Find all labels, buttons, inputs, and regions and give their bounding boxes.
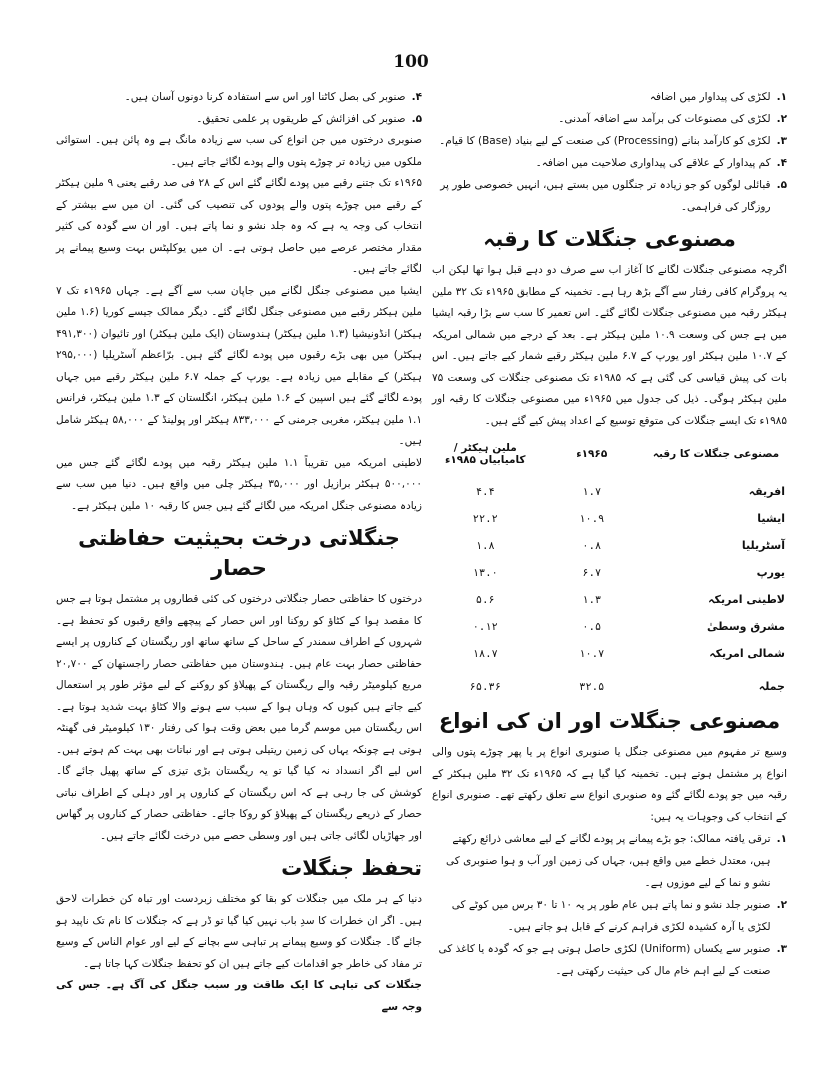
left-column	[56, 86, 422, 1018]
list-item: ۱. لکڑی کی پیداوار میں اضافہ	[649, 91, 787, 103]
list-item: ۱. ترقی یافتہ ممالک: جو بڑے پیمانے پر پودے لگانے کے لیے معاشی ذرائع رکھتے ہیں، معتدل خطے میں واقع ہیں، جہاں کی زمین اور آب و ہوا صنوبری کی نشو و نما کے لیے موزوں ہے۔	[446, 833, 787, 889]
section-heading-area: مصنوعی جنگلات کا رقبہ	[483, 227, 736, 251]
section-heading-forest-protection: تحفظ جنگلات	[281, 856, 422, 880]
reasons-list	[432, 828, 787, 982]
section-heading-shelterbelt: جنگلاتی درخت بحیثیت حفاظتی حصار	[78, 526, 400, 580]
list-item: ۲. لکڑی کی مصنوعات کی برآمد سے اضافہ آمدنی۔	[558, 113, 787, 125]
continued-list	[56, 86, 422, 130]
table-header: ۱۹۶۵ء	[576, 448, 608, 460]
paragraph: ایشیا میں مصنوعی جنگل لگانے میں جاپان سب سے آگے ہے۔ جہاں ۱۹۶۵ء تک ۷ ملین ہیکٹر رقبے میں مصنوعی جنگل لگائے گئے۔ دیگر ممالک جیسے کوریا (۱.۶ ملین ہیکٹر) انڈونیشیا (۱.۳ ملین ہیکٹر) ہندوستان (ایک ملین ہیکٹر) اور تائیوان (۴۹۱,۳۰۰ ہیکٹر) میں بھی بڑے رقبوں میں پودے لگائے گئے ہیں۔ برّاعظم آسٹریلیا (۲۹۵,۰۰۰ ہیکٹر) کے مقابلے میں زیادہ ہے۔ یورپ کے جملہ ۶.۷ ملین ہیکٹر رقبے میں جہاں پودے لگائے گئے ہیں اسپین کے ۱.۶ ملین ہیکٹر، انگلستان کے ۱.۳ ملین ہیکٹر، فرانس ۱.۱ ملین ہیکٹر، مغربی جرمنی کے ۸۳۳,۰۰۰ ہیکٹر اور پولینڈ کے ۵۸,۰۰۰ ہیکٹر شامل ہیں۔	[56, 284, 423, 447]
table-header: ملین ہیکٹر / کامیابیاں ۱۹۸۵ء	[444, 442, 526, 466]
list-item: ۵. صنوبر کی افزائش کے طریقوں پر علمی تحقیق۔	[196, 113, 422, 125]
table-row: شمالی امریکہ ۱۰.۷ ۱۸.۷	[472, 647, 785, 660]
list-item: ۳. صنوبر سے یکساں (Uniform) لکڑی حاصل ہوتی ہے جو کہ گودہ یا کاغذ کی صنعت کے لیے اہم خام مال کی حیثیت رکھتی ہے۔	[438, 943, 787, 977]
list-item: ۵. قبائلی لوگوں کو جو زیادہ تر جنگلوں میں بستے ہیں، انہیں خصوصی طور پر روزگار کی فراہمی۔	[440, 179, 787, 213]
objectives-list	[432, 86, 787, 218]
area-table	[432, 438, 787, 700]
paragraph: لاطینی امریکہ میں تقریباً ۱.۱ ملین ہیکٹر رقبہ میں پودے لگائے گئے جس میں ۵۰۰,۰۰۰ ہیکٹر برازیل اور ۳۵,۰۰۰ ہیکٹر چلی میں واقع ہیں۔ دنیا میں سب سے زیادہ مصنوعی جنگل امریکہ میں لگائے گئے ہیں جس کا رقبہ ۱۰ ملین ہیکٹر ہے۔	[56, 456, 422, 512]
table-row: لاطینی امریکہ ۱.۳ ۵.۶	[475, 593, 785, 606]
table-row: ایشیا ۱۰.۹ ۲۲.۲	[472, 512, 785, 525]
paragraph-forest-protection: دنیا کے ہر ملک میں جنگلات کو بقا کو مختلف زبردست اور تباہ کن خطرات لاحق ہیں۔ اگر ان خطرات کا سدِ باب نہیں کیا گیا تو ڈر ہے کہ جنگلات کا نام تک ناپید ہو جائے گا۔ جنگلات کو وسیع پیمانے پر تباہی سے بچانے کے لیے اور عوام الناس کے وسیع تر مفاد کی خاطر جو اقدامات کیے جاتے ہیں ان کو تحفظ جنگلات کہا جاتا ہے۔	[56, 893, 422, 970]
table-row: آسٹریلیا ۰.۸ ۱.۸	[475, 539, 785, 552]
paragraph: صنوبری درختوں میں جن انواع کی سب سے زیادہ مانگ ہے وہ پائن ہیں۔ استوائی ملکوں میں زیادہ تر چوڑے پتوں والے پودے لگائے جاتے ہیں۔	[56, 134, 422, 168]
table-row: افریقہ ۱.۷ ۴.۴	[475, 485, 785, 498]
right-column	[432, 86, 787, 982]
paragraph-types: وسیع تر مفہوم میں مصنوعی جنگل یا صنوبری انواع پر یا پھر چوڑے پتوں والی انواع پر مشتمل ہوتے ہیں۔ تخمینہ کیا گیا ہے کہ ۱۹۶۵ء تک ۳۲ ملین ہیکٹر کے رقبہ میں جو پودے لگائے گئے وہ صنوبری انواع سے تعلق رکھتے تھے۔ صنوبری انواع کے انتخاب کی وجوہات یہ ہیں:	[432, 746, 787, 823]
paragraph-area: اگرچہ مصنوعی جنگلات لگانے کا آغاز اب سے صرف دو دہے قبل ہوا تھا لیکن اب یہ پروگرام کافی رفتار سے آگے بڑھ رہا ہے۔ تخمینہ کے مطابق ۱۹۶۵ء تک ۳۲ ملین ہیکٹر رقبہ میں مصنوعی جنگلات لگائے گئے۔ اس تعمیر کا سب سے بڑا رقبہ ایشیا میں ہے جس کی وسعت ۱۰.۹ ملین ہیکٹر ہے۔ بعد کے درجے میں شمالی امریکہ کے ۱۰.۷ ملین ہیکٹر اور یورپ کے ۶.۷ ملین ہیکٹر رقبے شمار کیے جاتے ہیں۔ اس بات کی پیش قیاسی کی گئی ہے کہ ۱۹۸۵ء تک مصنوعی جنگلات کی وسعت ۷۵ ملین ہیکٹر ہوگی۔ ذیل کی جدول میں ۱۹۶۵ء میں مصنوعی جنگلات کا رقبہ اور ۱۹۸۵ء تک ایسے جنگلات کی متوقع توسیع کے اعداد پیش کیے گئے ہیں۔	[432, 264, 788, 427]
table-total-row: جملہ ۳۲.۵ ۶۵.۳۶	[469, 680, 785, 693]
paragraph-last: جنگلات کی تباہی کا ایک طاقت ور سبب جنگل کی آگ ہے۔ جس کی وجہ سے	[56, 979, 422, 1013]
table-row: یورپ ۶.۷ ۱۳.۰	[472, 566, 785, 579]
list-item: ۲. صنوبر جلد نشو و نما پاتے ہیں عام طور پر یہ ۱۰ تا ۳۰ برس میں کوٹے کی لکڑی یا آرہ کشیدہ لکڑی فراہم کرنے کے قابل ہو جاتے ہیں۔	[451, 899, 787, 933]
table-row: مشرق وسطیٰ ۰.۵ ۰.۱۲	[472, 620, 785, 633]
list-item: ۴. کم پیداوار کے علاقے کی پیداواری صلاحیت میں اضافہ۔	[535, 157, 787, 169]
table-header: مصنوعی جنگلات کا رقبہ	[652, 448, 780, 460]
table-header-row	[432, 438, 787, 478]
paragraph: ۱۹۶۵ء تک جتنے رقبے میں پودے لگائے گئے اس کے ۲۸ فی صد رقبے یعنی ۹ ملین ہیکٹر کے رقبے میں چوڑے پتوں والے پودوں کی تنصیب کی گئی۔ ان میں سے بیشتر کے انتخاب کی وجہ یہ ہے کہ وہ جلد نشو و نما پاتے ہیں۔ اور ان سے گودہ کی کثیر مقدار مختصر عرصے میں حاصل ہوتی ہے۔ ان میں یوکلپٹس بہت وسیع پیمانے پر لگائے جاتے ہیں۔	[56, 177, 422, 275]
paragraph-shelterbelt: درختوں کا حفاظتی حصار جنگلاتی درختوں کی کئی قطاروں پر مشتمل ہوتا ہے جس کا مقصد ہوا کے کٹاؤ کو روکنا اور اس حصار کے پیچھے واقع رقبوں کو تحفظ ہے۔ شہروں کے اطراف سمندر کے ساحل کے ساتھ ساتھ اور ریگستان کے کناروں پر ایسے حفاظتی حصار بہت عام ہیں۔ ہندوستان میں حفاظتی حصار راجستھان کے ۲۰,۷۰۰ مربع کیلومیٹر رقبہ والے ریگستان کے پھیلاؤ کو روکنے کے لیے مؤثر طور پر استعمال کیے جاتے ہیں کیوں کہ وہاں ہوا کے سبب سے ہونے والا کٹاؤ بہت شدید ہوتا ہے۔ اس ریگستان میں موسم گرما میں بعض وقت ہوا کی رفتار ۱۳۰ کیلومیٹر فی گھنٹہ ہوتی ہے چونکہ یہاں کی زمین ریتیلی ہوتی ہے اور نباتات بھی بہت کم ہوتے ہیں۔ اس لیے اگر انسداد نہ کیا گیا تو یہ ریگستان بڑی تیزی کے ساتھ پھیل جائے گا۔ کوشش کی جا رہی ہے کہ اس ریگستان کے کناروں پر اور دہلی کے اطراف نباتی حصار کے ذریعے ریگستان کے پھیلاؤ کو روکا جائے۔ حفاظتی حصار کے کناروں پر گھاس اور جھاڑیاں لگائی جاتی ہیں اور وسطی حصے میں درخت لگائے جاتے ہیں۔	[56, 593, 423, 842]
list-item: ۳. لکڑی کو کارآمد بنانے (Processing) کی صنعت کے لیے بنیاد (Base) کا قیام۔	[439, 135, 787, 147]
section-heading-types: مصنوعی جنگلات اور ان کی انواع	[438, 709, 781, 733]
page-number: 100	[393, 52, 429, 72]
list-item: ۴. صنوبر کی بصل کاٹنا اور اس سے استفادہ کرنا دونوں آسان ہیں۔	[124, 91, 422, 103]
